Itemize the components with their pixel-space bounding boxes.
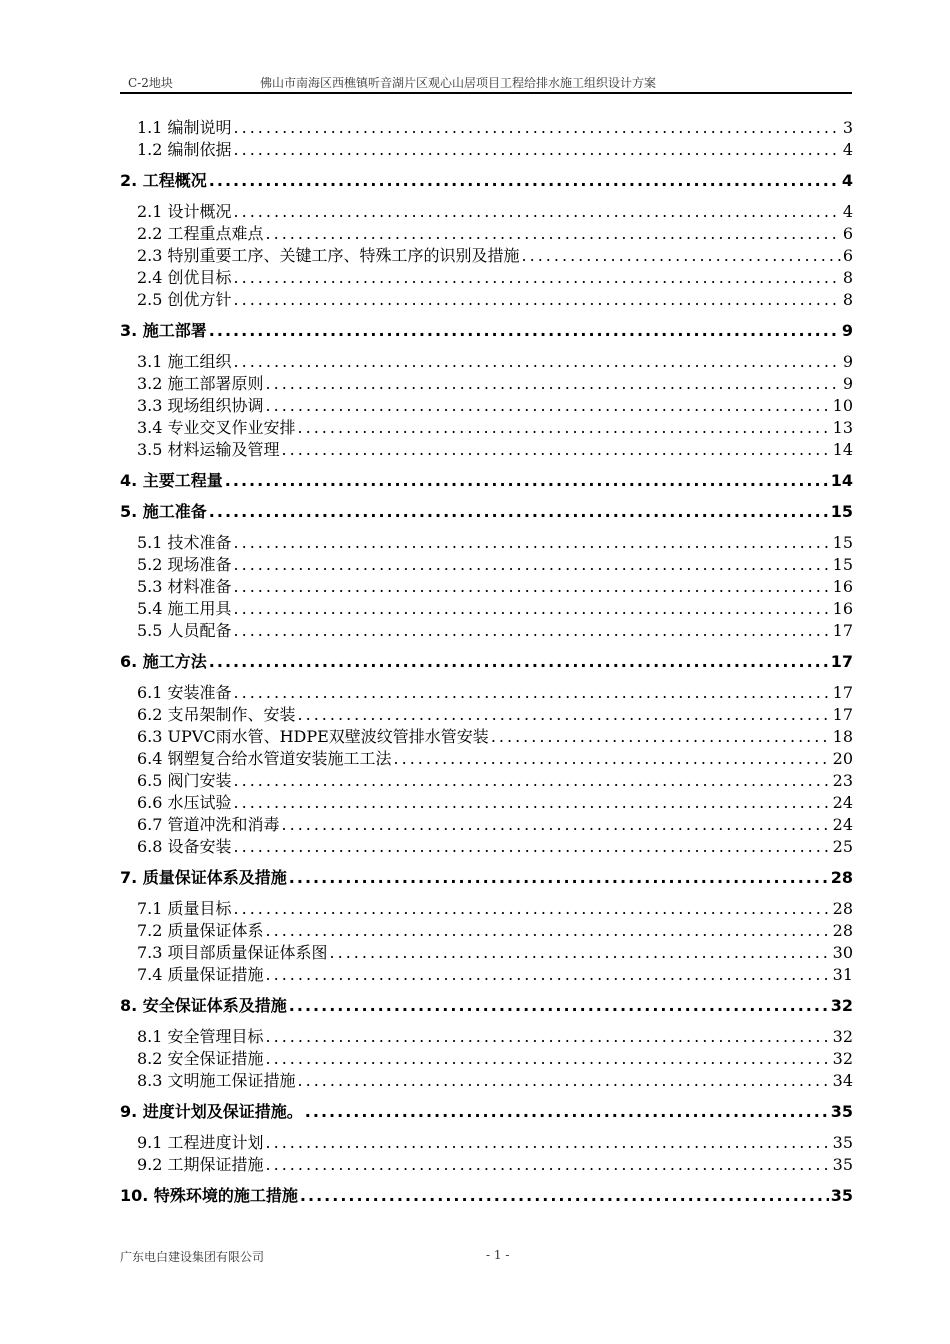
toc-dot-leader <box>266 396 831 415</box>
toc-chapter-entry[interactable] <box>120 1183 853 1205</box>
toc-dot-leader <box>209 171 840 190</box>
toc-entry-page: 8 <box>842 268 853 287</box>
toc-dot-leader <box>282 440 831 459</box>
toc-entry-page: 17 <box>832 705 853 724</box>
toc-dot-leader <box>225 471 829 490</box>
toc-dot-leader <box>289 868 829 887</box>
toc-dot-leader <box>266 1133 831 1152</box>
toc-entry-label: 4. 主要工程量 <box>120 468 225 490</box>
toc-entry-page: 3 <box>842 118 853 137</box>
toc-entry-label: 7.3 项目部质量保证体系图 <box>137 940 330 962</box>
toc-section-entry[interactable] <box>120 896 853 918</box>
toc-dot-leader <box>266 1155 831 1174</box>
toc-dot-leader <box>266 374 841 393</box>
toc-entry-label: 2. 工程概况 <box>120 168 209 190</box>
toc-dot-leader <box>234 599 831 618</box>
toc-entry-label: 2.3 特别重要工序、关键工序、特殊工序的识别及措施 <box>137 243 522 265</box>
toc-entry-page: 32 <box>830 996 853 1015</box>
toc-entry-label: 2.4 创优目标 <box>137 265 234 287</box>
toc-dot-leader <box>298 705 831 724</box>
toc-section-entry[interactable] <box>120 243 853 265</box>
toc-entry-page: 34 <box>832 1071 853 1090</box>
toc-entry-label: 6.3 UPVC雨水管、HDPE双壁波纹管排水管安装 <box>137 724 491 746</box>
toc-entry-page: 20 <box>832 749 853 768</box>
toc-entry-page: 25 <box>832 837 853 856</box>
toc-section-entry[interactable] <box>120 746 853 768</box>
toc-entry-page: 35 <box>830 1186 853 1205</box>
toc-entry-label: 5.2 现场准备 <box>137 552 234 574</box>
toc-entry-page: 28 <box>832 899 853 918</box>
toc-dot-leader <box>209 502 829 521</box>
toc-dot-leader <box>330 943 831 962</box>
toc-dot-leader <box>234 352 841 371</box>
toc-dot-leader <box>234 533 831 552</box>
toc-section-entry[interactable] <box>120 393 853 415</box>
toc-entry-page: 17 <box>832 621 853 640</box>
toc-entry-label: 7. 质量保证体系及措施 <box>120 865 289 887</box>
toc-chapter-entry[interactable] <box>120 499 853 521</box>
toc-section-entry[interactable] <box>120 918 853 940</box>
toc-dot-leader <box>282 815 831 834</box>
toc-entry-label: 6. 施工方法 <box>120 649 209 671</box>
toc-section-entry[interactable] <box>120 349 853 371</box>
toc-section-entry[interactable] <box>120 1068 853 1090</box>
toc-section-entry[interactable] <box>120 940 853 962</box>
toc-dot-leader <box>305 1102 829 1121</box>
toc-dot-leader <box>266 921 831 940</box>
toc-entry-page: 16 <box>832 599 853 618</box>
toc-dot-leader <box>234 140 841 159</box>
toc-entry-label: 6.1 安装准备 <box>137 680 234 702</box>
toc-entry-page: 24 <box>832 815 853 834</box>
toc-dot-leader <box>234 793 831 812</box>
toc-dot-leader <box>234 577 831 596</box>
toc-entry-page: 35 <box>832 1133 853 1152</box>
toc-entry-label: 6.2 支吊架制作、安装 <box>137 702 298 724</box>
toc-section-entry[interactable] <box>120 287 853 309</box>
toc-entry-page: 4 <box>842 202 853 221</box>
toc-section-entry[interactable] <box>120 790 853 812</box>
toc-entry-page: 4 <box>842 140 853 159</box>
toc-entry-page: 4 <box>841 171 853 190</box>
toc-section-entry[interactable] <box>120 768 853 790</box>
toc-entry-label: 3.1 施工组织 <box>137 349 234 371</box>
toc-dot-leader <box>266 965 831 984</box>
toc-section-entry[interactable] <box>120 199 853 221</box>
toc-entry-label: 5.1 技术准备 <box>137 530 234 552</box>
toc-entry-page: 15 <box>832 533 853 552</box>
toc-dot-leader <box>289 996 829 1015</box>
toc-section-entry[interactable] <box>120 962 853 984</box>
toc-entry-label: 7.1 质量目标 <box>137 896 234 918</box>
toc-chapter-entry[interactable] <box>120 1099 853 1121</box>
toc-section-entry[interactable] <box>120 552 853 574</box>
toc-dot-leader <box>234 683 831 702</box>
header-document-title: 佛山市南海区西樵镇听音湖片区观心山居项目工程给排水施工组织设计方案 <box>260 76 657 90</box>
toc-entry-label: 8.1 安全管理目标 <box>137 1024 266 1046</box>
toc-dot-leader <box>209 652 829 671</box>
toc-entry-label: 6.8 设备安装 <box>137 834 234 856</box>
toc-entry-label: 5.5 人员配备 <box>137 618 234 640</box>
toc-dot-leader <box>234 771 831 790</box>
toc-entry-label: 3. 施工部署 <box>120 318 209 340</box>
footer-company-name: 广东电白建设集团有限公司 <box>120 1250 265 1264</box>
toc-entry-page: 24 <box>832 793 853 812</box>
toc-entry-label: 5.3 材料准备 <box>137 574 234 596</box>
toc-entry-label: 9.1 工程进度计划 <box>137 1130 266 1152</box>
toc-section-entry[interactable] <box>120 221 853 243</box>
toc-entry-label: 3.2 施工部署原则 <box>137 371 266 393</box>
toc-entry-label: 6.7 管道冲洗和消毒 <box>137 812 282 834</box>
toc-entry-page: 14 <box>830 471 853 490</box>
toc-section-entry[interactable] <box>120 574 853 596</box>
toc-entry-label: 6.4 钢塑复合给水管道安装施工工法 <box>137 746 394 768</box>
page-header <box>120 72 852 94</box>
toc-dot-leader <box>298 1071 831 1090</box>
toc-dot-leader <box>234 268 841 287</box>
toc-entry-page: 35 <box>830 1102 853 1121</box>
toc-entry-label: 7.4 质量保证措施 <box>137 962 266 984</box>
toc-section-entry[interactable] <box>120 265 853 287</box>
toc-entry-label: 7.2 质量保证体系 <box>137 918 266 940</box>
toc-dot-leader <box>266 1049 831 1068</box>
toc-dot-leader <box>234 290 841 309</box>
toc-entry-page: 31 <box>832 965 853 984</box>
toc-dot-leader <box>522 246 841 265</box>
toc-dot-leader <box>234 837 831 856</box>
toc-dot-leader <box>266 1027 831 1046</box>
toc-section-entry[interactable] <box>120 1130 853 1152</box>
toc-entry-label: 5. 施工准备 <box>120 499 209 521</box>
toc-entry-page: 35 <box>832 1155 853 1174</box>
toc-entry-page: 15 <box>832 555 853 574</box>
toc-entry-page: 28 <box>832 921 853 940</box>
toc-entry-page: 13 <box>832 418 853 437</box>
toc-entry-label: 5.4 施工用具 <box>137 596 234 618</box>
toc-entry-page: 18 <box>832 727 853 746</box>
toc-entry-page: 9 <box>842 374 853 393</box>
toc-section-entry[interactable] <box>120 596 853 618</box>
toc-entry-label: 9.2 工期保证措施 <box>137 1152 266 1174</box>
toc-entry-page: 23 <box>832 771 853 790</box>
toc-dot-leader <box>300 1186 829 1205</box>
header-plot-label: C-2地块 <box>128 76 173 90</box>
toc-dot-leader <box>234 899 831 918</box>
toc-section-entry[interactable] <box>120 724 853 746</box>
toc-entry-label: 3.3 现场组织协调 <box>137 393 266 415</box>
toc-entry-label: 2.1 设计概况 <box>137 199 234 221</box>
toc-chapter-entry[interactable] <box>120 168 853 190</box>
toc-dot-leader <box>234 555 831 574</box>
toc-section-entry[interactable] <box>120 371 853 393</box>
toc-dot-leader <box>234 118 841 137</box>
toc-entry-page: 14 <box>832 440 853 459</box>
toc-dot-leader <box>491 727 831 746</box>
toc-section-entry[interactable] <box>120 702 853 724</box>
toc-chapter-entry[interactable] <box>120 865 853 887</box>
toc-entry-label: 6.5 阀门安装 <box>137 768 234 790</box>
toc-entry-label: 8.3 文明施工保证措施 <box>137 1068 298 1090</box>
toc-chapter-entry[interactable] <box>120 468 853 490</box>
toc-entry-page: 17 <box>830 652 853 671</box>
toc-entry-page: 32 <box>832 1027 853 1046</box>
toc-dot-leader <box>298 418 831 437</box>
toc-chapter-entry[interactable] <box>120 318 853 340</box>
toc-entry-page: 9 <box>841 321 853 340</box>
toc-entry-page: 30 <box>832 943 853 962</box>
toc-entry-label: 1.1 编制说明 <box>137 115 234 137</box>
toc-entry-label: 2.5 创优方针 <box>137 287 234 309</box>
toc-section-entry[interactable] <box>120 1046 853 1068</box>
toc-entry-page: 9 <box>842 352 853 371</box>
toc-section-entry[interactable] <box>120 530 853 552</box>
footer-page-number: - 1 - <box>486 1248 510 1262</box>
toc-entry-page: 15 <box>830 502 853 521</box>
toc-entry-page: 17 <box>832 683 853 702</box>
toc-entry-page: 6 <box>842 246 853 265</box>
toc-section-entry[interactable] <box>120 1024 853 1046</box>
toc-entry-label: 3.4 专业交叉作业安排 <box>137 415 298 437</box>
toc-entry-page: 8 <box>842 290 853 309</box>
toc-section-entry[interactable] <box>120 618 853 640</box>
toc-section-entry[interactable] <box>120 834 853 856</box>
toc-entry-label: 8.2 安全保证措施 <box>137 1046 266 1068</box>
toc-entry-page: 32 <box>832 1049 853 1068</box>
toc-dot-leader <box>234 621 831 640</box>
toc-chapter-entry[interactable] <box>120 993 853 1015</box>
toc-entry-page: 16 <box>832 577 853 596</box>
toc-section-entry[interactable] <box>120 415 853 437</box>
toc-entry-label: 6.6 水压试验 <box>137 790 234 812</box>
toc-entry-label: 10. 特殊环境的施工措施 <box>120 1183 300 1205</box>
toc-section-entry[interactable] <box>120 812 853 834</box>
toc-section-entry[interactable] <box>120 1152 853 1174</box>
toc-entry-label: 1.2 编制依据 <box>137 137 234 159</box>
toc-chapter-entry[interactable] <box>120 649 853 671</box>
toc-dot-leader <box>266 224 841 243</box>
table-of-contents <box>120 115 853 1214</box>
toc-dot-leader <box>394 749 831 768</box>
toc-section-entry[interactable] <box>120 437 853 459</box>
toc-entry-label: 2.2 工程重点难点 <box>137 221 266 243</box>
toc-dot-leader <box>234 202 841 221</box>
toc-dot-leader <box>209 321 840 340</box>
toc-section-entry[interactable] <box>120 680 853 702</box>
toc-entry-page: 6 <box>842 224 853 243</box>
toc-entry-label: 8. 安全保证体系及措施 <box>120 993 289 1015</box>
toc-section-entry[interactable] <box>120 115 853 137</box>
toc-entry-page: 10 <box>832 396 853 415</box>
toc-entry-label: 3.5 材料运输及管理 <box>137 437 282 459</box>
toc-section-entry[interactable] <box>120 137 853 159</box>
toc-entry-page: 28 <box>830 868 853 887</box>
toc-entry-label: 9. 进度计划及保证措施。 <box>120 1099 305 1121</box>
